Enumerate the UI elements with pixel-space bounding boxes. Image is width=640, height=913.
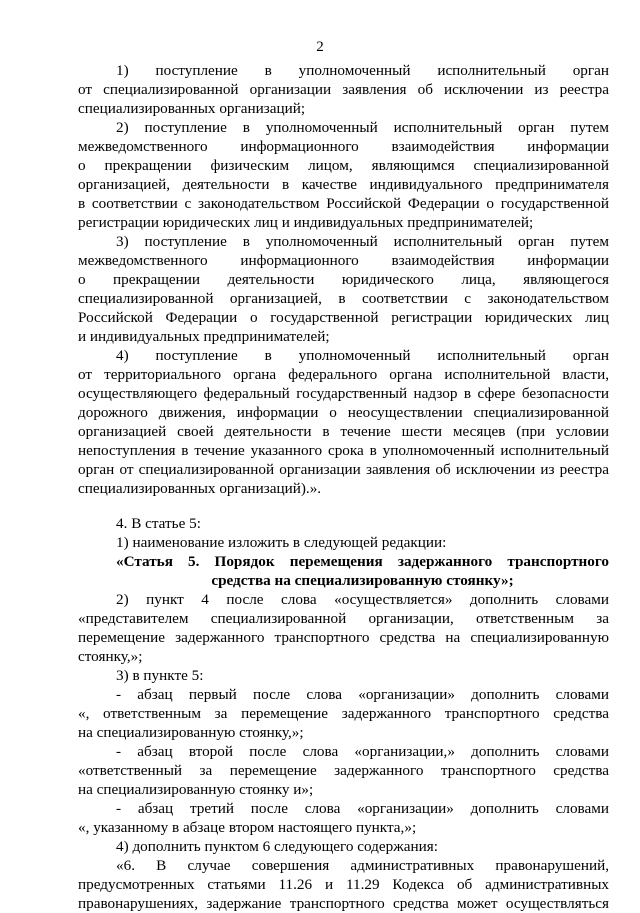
text-line: специализированных организаций).». — [78, 480, 322, 497]
text-line: специализированных организаций; — [78, 100, 306, 117]
text-line: перемещение задержанного транспортного средства на специализированную — [78, 629, 609, 646]
text-line: Российской Федерации о государственной регистрации юридических лиц — [78, 309, 609, 326]
text-line: орган от специализированной организации заявления об исключении из реестра — [78, 461, 609, 478]
text-line: «, указанному в абзаце втором настоящего пункта,»; — [78, 819, 417, 836]
text-line: правонарушениях, задержание транспортного средства может осуществляться — [78, 895, 609, 912]
text-line: о прекращении деятельности юридического лица, являющегося — [78, 271, 609, 288]
text-line: 4) дополнить пунктом 6 следующего содержания: — [116, 838, 438, 855]
text-line: 2) пункт 4 после слова «осуществляется» дополнить словами — [116, 591, 609, 608]
article-heading-line: средства на специализированную стоянку»; — [211, 572, 514, 589]
text-line: о прекращении физическим лицом, являющимся специализированной — [78, 157, 609, 174]
text-line: дорожного движения, информации о неосуществлении специализированной — [78, 404, 609, 421]
text-line: «ответственный за перемещение задержанного транспортного средства — [78, 762, 609, 779]
text-line: 3) поступление в уполномоченный исполнительный орган путем — [116, 233, 609, 250]
article-heading-line: «Статья 5. Порядок перемещения задержанного транспортного — [116, 553, 609, 570]
text-line: стоянку,»; — [78, 648, 143, 665]
text-line: на специализированную стоянку и»; — [78, 781, 314, 798]
text-line: 2) поступление в уполномоченный исполнительный орган путем — [116, 119, 609, 136]
text-line: межведомственного информационного взаимодействия информации — [78, 138, 609, 155]
text-line: - абзац третий после слова «организации» дополнить словами — [116, 800, 609, 817]
text-line: 4) поступление в уполномоченный исполнительный орган — [116, 347, 609, 364]
text-line: 1) наименование изложить в следующей редакции: — [116, 534, 447, 551]
text-line: - абзац второй после слова «организации,» дополнить словами — [116, 743, 609, 760]
text-line: 3) в пункте 5: — [116, 667, 204, 684]
text-line: и индивидуальных предпринимателей; — [78, 328, 330, 345]
text-line: «представителем специализированной организации, ответственным за — [78, 610, 609, 627]
text-line: организацией своей деятельности в течение шести месяцев (при условии — [78, 423, 609, 440]
text-line: специализированной организацией, в соответствии с законодательством — [78, 290, 609, 307]
text-line: от территориального органа федерального органа исполнительной власти, — [78, 366, 609, 383]
text-line: от специализированной организации заявления об исключении из реестра — [78, 81, 609, 98]
text-line: межведомственного информационного взаимодействия информации — [78, 252, 609, 269]
text-line: регистрации юридических лиц и индивидуальных предпринимателей; — [78, 214, 534, 231]
text-line: - абзац первый после слова «организации» дополнить словами — [116, 686, 609, 703]
text-line: в соответствии с законодательством Российской Федерации о государственной — [78, 195, 609, 212]
text-line: 4. В статье 5: — [116, 515, 201, 532]
text-line: 1) поступление в уполномоченный исполнительный орган — [116, 62, 609, 79]
text-line: непоступления в течение указанного срока в уполномоченный исполнительный — [78, 442, 609, 459]
text-line: организацией, деятельности в качестве индивидуального предпринимателя — [78, 176, 609, 193]
text-line: «, ответственным за перемещение задержанного транспортного средства — [78, 705, 609, 722]
text-line: осуществляющего федеральный государственный надзор в сфере безопасности — [78, 385, 609, 402]
text-line: «6. В случае совершения административных правонарушений, — [116, 857, 609, 874]
text-line: предусмотренных статьями 11.26 и 11.29 Кодекса об административных — [78, 876, 609, 893]
page-number: 2 — [316, 39, 324, 55]
text-line: на специализированную стоянку,»; — [78, 724, 304, 741]
